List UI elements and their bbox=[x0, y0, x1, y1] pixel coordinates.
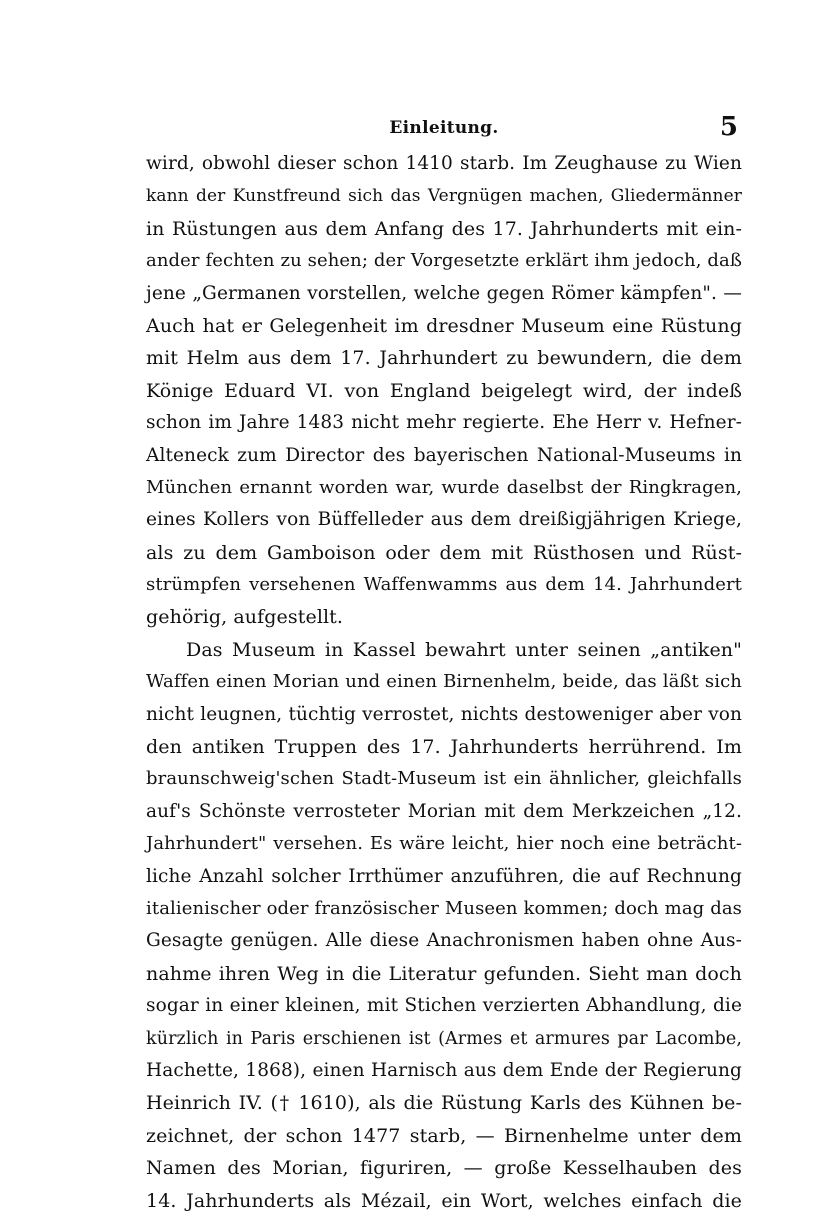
text-line: wird, obwohl dieser schon 1410 starb. Im Zeughause zu Wien bbox=[146, 153, 742, 174]
text-line: München ernannt worden war, wurde daselbst der Ringkragen, bbox=[146, 476, 742, 498]
paragraph bbox=[146, 148, 742, 634]
text-line: gehörig, aufgestellt. bbox=[146, 606, 344, 629]
text-line: Gesagte genügen. Alle diese Anachronismen haben ohne Aus- bbox=[146, 930, 742, 952]
text-line: nahme ihren Weg in die Literatur gefunden. Sieht man doch bbox=[146, 962, 742, 985]
text-line: Namen des Morian, figuriren, — große Kesselhauben des bbox=[146, 1157, 742, 1180]
running-head bbox=[146, 112, 742, 146]
text-line: schon im Jahre 1483 nicht mehr regierte. Ehe Herr v. Hefner- bbox=[146, 412, 742, 434]
text-line: kürzlich in Paris erschienen ist (Armes et armures par Lacombe, bbox=[146, 1028, 742, 1049]
text-line: zeichnet, der schon 1477 starb, — Birnenhelme unter dem bbox=[146, 1124, 742, 1147]
text-line: Auch hat er Gelegenheit im dresdner Museum eine Rüstung bbox=[146, 314, 742, 337]
text-line: kann der Kunstfreund sich das Vergnügen machen, Gliedermänner bbox=[146, 186, 742, 207]
text-line: strümpfen versehenen Waffenwamms aus dem 14. Jahrhundert bbox=[146, 574, 742, 596]
text-line: als zu dem Gamboison oder dem mit Rüsthosen und Rüst- bbox=[146, 541, 742, 564]
text-line: Das Museum in Kassel bewahrt unter seinen „antiken" bbox=[186, 638, 742, 661]
text-line: 14. Jahrhunderts als Mézail, ein Wort, welches einfach die bbox=[146, 1189, 742, 1212]
text-line: nicht leugnen, tüchtig verrostet, nichts destoweniger aber von bbox=[146, 703, 742, 725]
paragraph bbox=[146, 634, 742, 1217]
text-line: Könige Eduard VI. von England beigelegt wird, der indeß bbox=[146, 379, 742, 402]
text-line: Hachette, 1868), einen Harnisch aus dem Ende der Regierung bbox=[146, 1059, 742, 1081]
text-line: in Rüstungen aus dem Anfang des 17. Jahrhunderts mit ein- bbox=[146, 217, 742, 240]
chapter-title: Einleitung. bbox=[389, 118, 499, 138]
text-line: Waffen einen Morian und einen Birnenhelm, beide, das läßt sich bbox=[146, 671, 742, 693]
text-line: braunschweig'schen Stadt-Museum ist ein ähnlicher, gleichfalls bbox=[146, 768, 742, 790]
text-line: sogar in einer kleinen, mit Stichen verzierten Abhandlung, die bbox=[146, 995, 742, 1017]
text-line: Alteneck zum Director des bayerischen National-Museums in bbox=[146, 444, 742, 466]
text-line: ander fechten zu sehen; der Vorgesetzte erklärt ihm jedoch, daß bbox=[146, 250, 742, 272]
body-text bbox=[146, 148, 742, 1217]
text-line: jene „Germanen vorstellen, welche gegen Römer kämpfen". — bbox=[146, 282, 742, 304]
page-number: 5 bbox=[719, 112, 738, 142]
text-line: liche Anzahl solcher Irrthümer anzuführen, die auf Rechnung bbox=[146, 865, 742, 887]
text-line: eines Kollers von Büffelleder aus dem dreißigjährigen Kriege, bbox=[146, 509, 742, 531]
text-line: mit Helm aus dem 17. Jahrhundert zu bewundern, die dem bbox=[146, 347, 742, 370]
text-line: Heinrich IV. († 1610), als die Rüstung Karls des Kühnen be- bbox=[146, 1092, 742, 1115]
text-line: auf's Schönste verrosteter Morian mit dem Merkzeichen „12. bbox=[146, 800, 742, 822]
text-line: den antiken Truppen des 17. Jahrhunderts herrührend. Im bbox=[146, 736, 742, 759]
text-line: italienischer oder französischer Museen kommen; doch mag das bbox=[146, 897, 742, 919]
text-line: Jahrhundert" versehen. Es wäre leicht, hier noch eine beträcht- bbox=[146, 833, 742, 855]
